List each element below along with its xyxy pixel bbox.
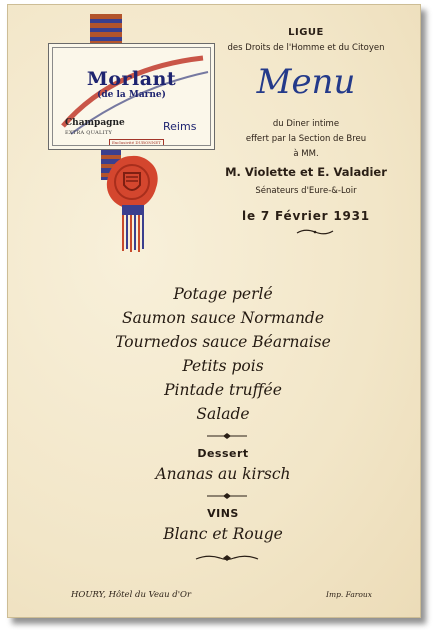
to-line: à MM.: [293, 149, 319, 159]
city-text: Reims: [163, 120, 197, 133]
league-title: LIGUE: [288, 27, 324, 38]
flourish-ornament-icon: [205, 432, 249, 440]
course-item: Potage perlé: [173, 285, 273, 303]
wines-heading: VINS: [207, 507, 239, 520]
league-subtitle: des Droits de l'Homme et du Citoyen: [227, 43, 385, 53]
flourish-ornament-icon: [295, 228, 335, 236]
dessert-heading: Dessert: [197, 447, 249, 460]
course-item: Pintade truffée: [164, 381, 282, 399]
flourish-ornament-icon: [194, 553, 260, 563]
extra-quality-text: EXTRA QUALITY: [65, 130, 113, 136]
wax-seal-icon: [104, 153, 160, 211]
course-item: Tournedos sauce Béarnaise: [115, 333, 331, 351]
course-item: Salade: [196, 405, 250, 423]
tassel-icon: [120, 205, 146, 253]
dessert-item: Ananas au kirsch: [155, 465, 291, 483]
menu-title: Menu: [256, 62, 356, 102]
divider-ornament: [8, 492, 438, 500]
restaurant-credit: HOURY, Hôtel du Veau d'Or: [71, 590, 192, 600]
champagne-text: Champagne: [65, 118, 125, 128]
course-item: Saumon sauce Normande: [121, 309, 325, 327]
champagne-label: [48, 43, 215, 150]
offered-by-line: effert par la Section de Breu: [245, 134, 367, 144]
divider-ornament: [8, 553, 438, 563]
senators-line: Sénateurs d'Eure-&-Loir: [255, 186, 357, 196]
course-item: Petits pois: [182, 357, 264, 375]
brand-name: Morlant: [86, 68, 177, 90]
printer-credit: Imp. Faroux: [326, 590, 372, 599]
dinner-date: le 7 Février 1931: [242, 209, 370, 223]
label-frame: [52, 47, 211, 146]
dinner-line: du Diner intime: [272, 119, 340, 129]
honorees: M. Violette et E. Valadier: [225, 165, 387, 179]
divider-ornament: [8, 432, 438, 440]
flourish-ornament-icon: [205, 492, 249, 500]
menu-card: [7, 4, 421, 618]
wine-item: Blanc et Rouge: [163, 525, 283, 543]
brand-region: (de la Marne): [97, 90, 166, 100]
exclusive-tag: Exclusivité DUBONNET: [109, 139, 164, 146]
